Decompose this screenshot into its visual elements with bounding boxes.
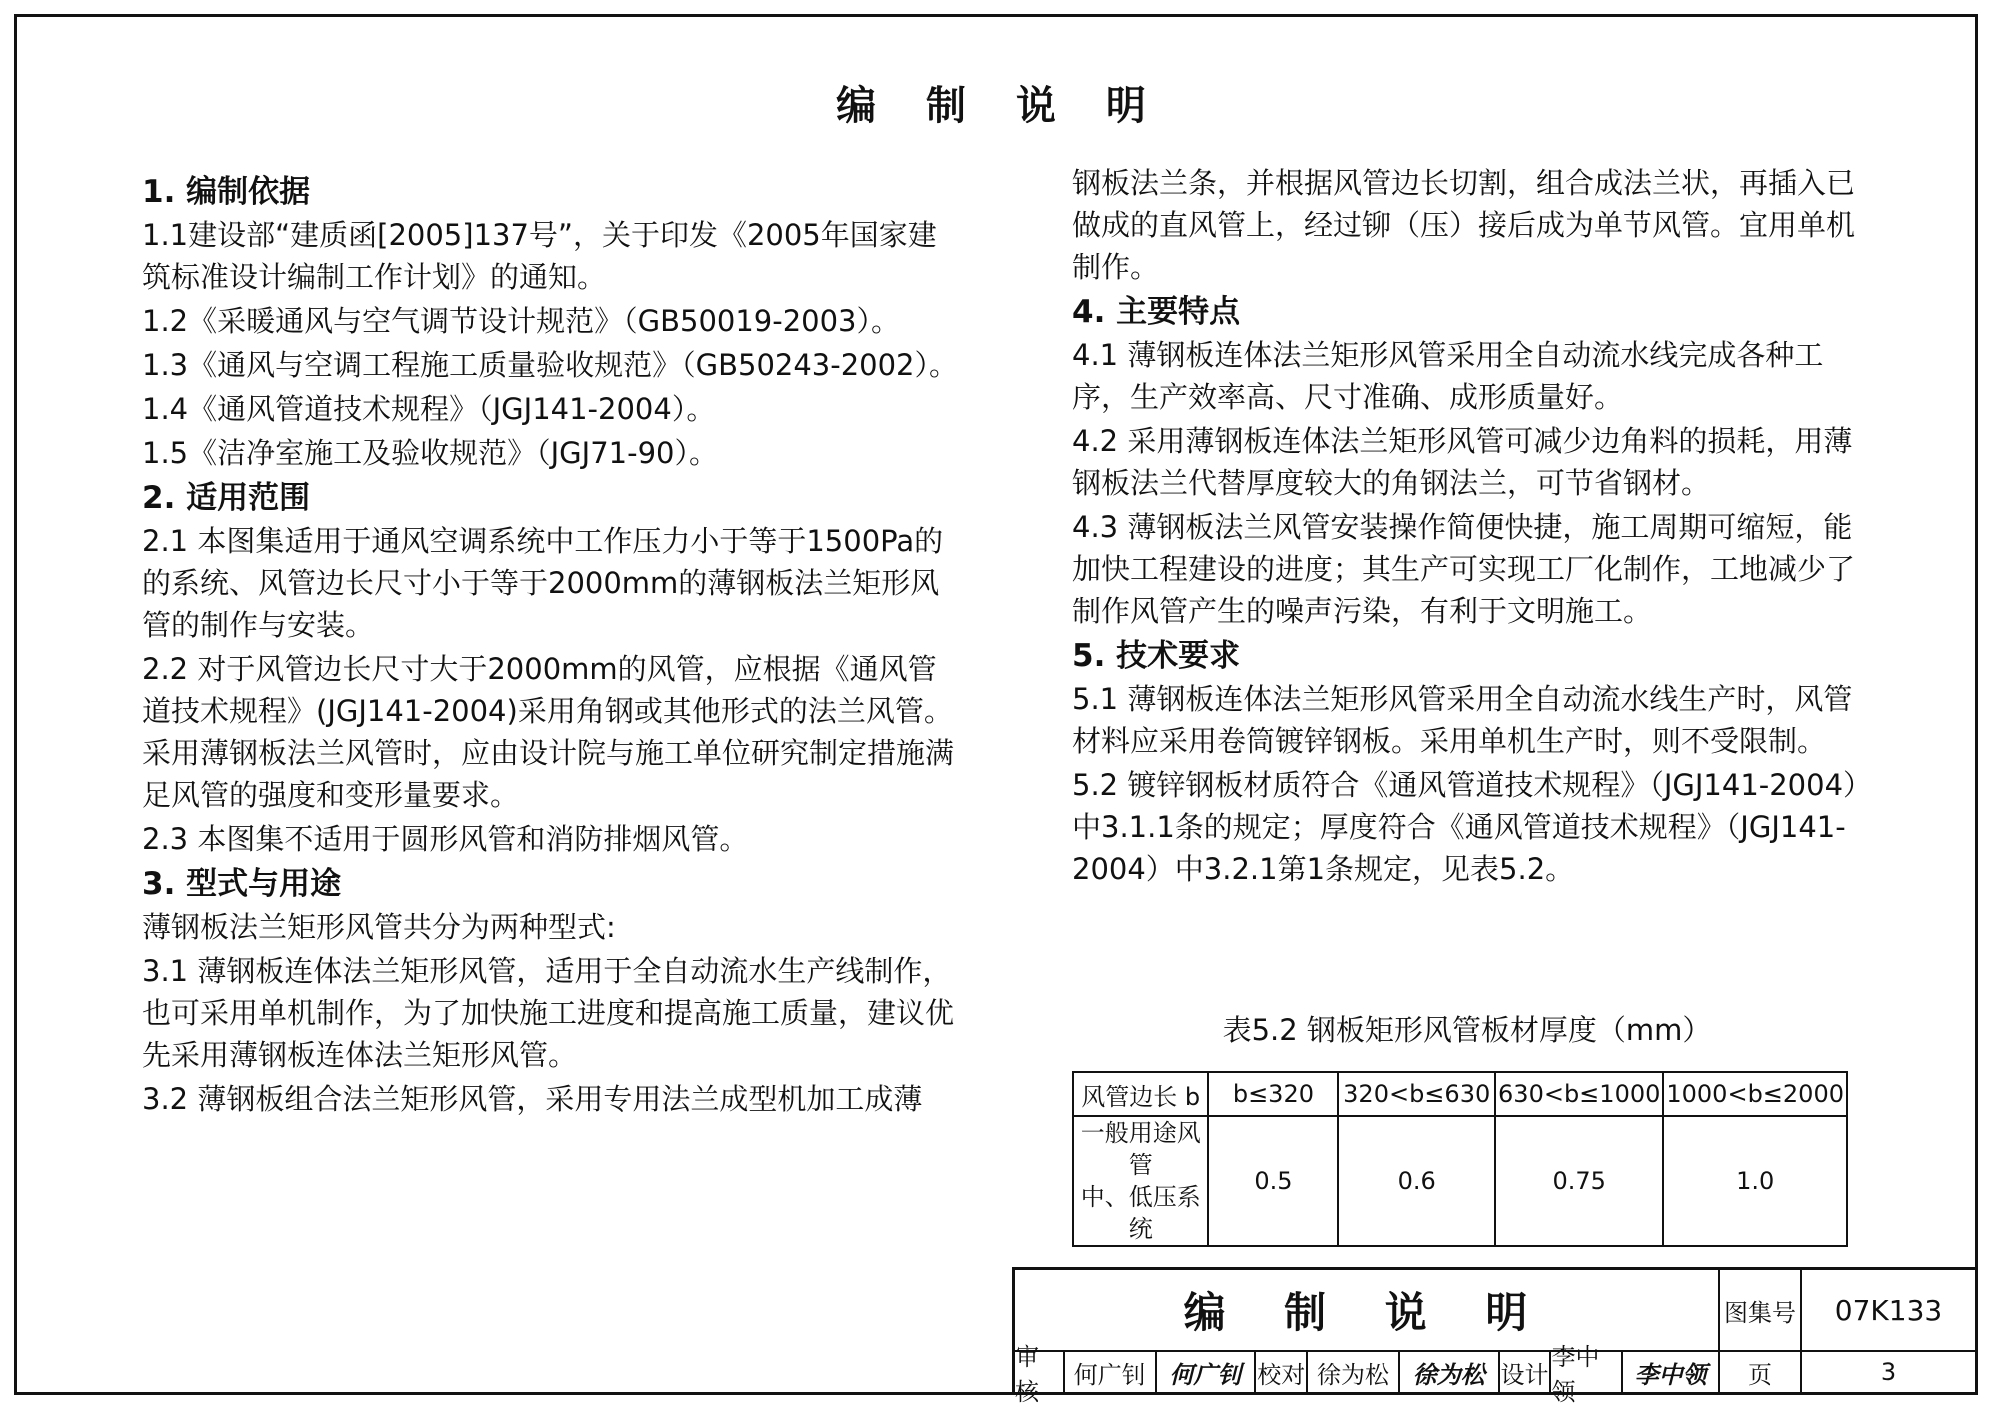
atlas-label: 图集号 bbox=[1720, 1270, 1802, 1352]
check-label: 校对 bbox=[1256, 1352, 1308, 1392]
paragraph-2-3: 2.3 本图集不适用于圆形风管和消防排烟风管。 bbox=[142, 822, 749, 856]
table-header-cell: 320<b≤630 bbox=[1338, 1072, 1495, 1116]
atlas-number: 07K133 bbox=[1802, 1270, 1975, 1352]
paragraph-1-1: 1.1建设部“建质函[2005]137号”，关于印发《2005年国家建筑标准设计编制工作计划》的通知。 bbox=[142, 218, 937, 294]
section-5-heading: 5. 技术要求 bbox=[1072, 638, 1241, 674]
paragraph-4-1: 4.1 薄钢板连体法兰矩形风管采用全自动流水线完成各种工序，生产效率高、尺寸准确、成形质量好。 bbox=[1072, 338, 1824, 414]
design-label: 设计 bbox=[1500, 1352, 1552, 1392]
designer-signature: 李中领 bbox=[1634, 1359, 1707, 1389]
signature-row bbox=[1015, 1343, 1720, 1406]
page-label: 页 bbox=[1720, 1352, 1802, 1392]
table-row-label bbox=[1073, 1116, 1208, 1246]
paragraph-3-1: 3.1 薄钢板连体法兰矩形风管，适用于全自动流水生产线制作，也可采用单机制作，为了加快施工进度和提高施工质量，建议优先采用薄钢板连体法兰矩形风管。 bbox=[142, 954, 955, 1072]
row-label-line-2: 中、低压系统 bbox=[1080, 1183, 1201, 1243]
left-column bbox=[142, 170, 962, 1122]
checker-signature: 徐为松 bbox=[1400, 1352, 1500, 1392]
paragraph-3-0: 薄钢板法兰矩形风管共分为两种型式: bbox=[142, 910, 616, 944]
paragraph-5-1: 5.1 薄钢板连体法兰矩形风管采用全自动流水线生产时，风管材料应采用卷筒镀锌钢板。采用单机生产时，则不受限制。 bbox=[1072, 682, 1853, 758]
paragraph-1-4: 1.4《通风管道技术规程》（JGJ141-2004）。 bbox=[142, 392, 716, 426]
section-3-heading: 3. 型式与用途 bbox=[142, 866, 342, 902]
table-cell: 0.6 bbox=[1338, 1116, 1495, 1246]
table-row bbox=[1073, 1116, 1847, 1246]
title-block-name: 编 制 说 明 bbox=[1015, 1270, 1720, 1352]
paragraph-2-1: 2.1 本图集适用于通风空调系统中工作压力小于等于1500Pa的的系统、风管边长尺寸小于等于2000mm的薄钢板法兰矩形风管的制作与安装。 bbox=[142, 524, 944, 642]
paragraph-4-2: 4.2 采用薄钢板连体法兰矩形风管可减少边角料的损耗，用薄钢板法兰代替厚度较大的角钢法兰，可节省钢材。 bbox=[1072, 424, 1853, 500]
row-label-line-1: 一般用途风管 bbox=[1080, 1119, 1201, 1179]
paragraph-2-2: 2.2 对于风管边长尺寸大于2000mm的风管，应根据《通风管道技术规程》(JGJ141-2004)采用角钢或其他形式的法兰风管。采用薄钢板法兰风管时，应由设计院与施工单位研究制定措施满足风管的强度和变形量要求。 bbox=[142, 652, 955, 812]
table-header-cell: 1000<b≤2000 bbox=[1663, 1072, 1847, 1116]
paragraph-1-2: 1.2《采暖通风与空气调节设计规范》（GB50019-2003）。 bbox=[142, 304, 901, 338]
paragraph-4-3: 4.3 薄钢板法兰风管安装操作简便快捷，施工周期可缩短，能加快工程建设的进度；其生产可实现工厂化制作，工地减少了制作风管产生的噪声污染，有利于文明施工。 bbox=[1072, 510, 1856, 628]
review-label: 审核 bbox=[1015, 1352, 1065, 1392]
page-title: 编 制 说 明 bbox=[836, 83, 1164, 129]
paragraph-3-2: 3.2 薄钢板组合法兰矩形风管，采用专用法兰成型机加工成薄 bbox=[142, 1082, 923, 1116]
designer-name: 李中领 bbox=[1551, 1352, 1623, 1392]
thickness-table bbox=[1072, 1071, 1848, 1247]
table-header-cell: 风管边长 b bbox=[1073, 1072, 1208, 1116]
checker-name: 徐为松 bbox=[1308, 1352, 1400, 1392]
section-4-heading: 4. 主要特点 bbox=[1072, 294, 1241, 330]
table-cell: 0.75 bbox=[1495, 1116, 1663, 1246]
reviewer-name: 何广钊 bbox=[1065, 1352, 1157, 1392]
paragraph-1-3: 1.3《通风与空调工程施工质量验收规范》（GB50243-2002）。 bbox=[142, 348, 959, 382]
section-1-heading: 1. 编制依据 bbox=[142, 174, 311, 210]
section-2-heading: 2. 适用范围 bbox=[142, 480, 311, 516]
title-block bbox=[1012, 1267, 1975, 1406]
table-header-cell: 630<b≤1000 bbox=[1495, 1072, 1663, 1116]
right-column bbox=[1072, 162, 1862, 892]
table-header-row bbox=[1073, 1072, 1847, 1116]
page-number: 3 bbox=[1880, 1358, 1897, 1386]
paragraph-5-2: 5.2 镀锌钢板材质符合《通风管道技术规程》（JGJ141-2004）中3.1.1条的规定；厚度符合《通风管道技术规程》（JGJ141-2004）中3.2.1第1条规定，见表5.2。 bbox=[1072, 768, 1858, 886]
paragraph-1-5: 1.5《洁净室施工及验收规范》（JGJ71-90）。 bbox=[142, 436, 718, 470]
paragraph-3-2-continued: 钢板法兰条，并根据风管边长切割，组合成法兰状，再插入已做成的直风管上，经过铆（压）接后成为单节风管。宜用单机制作。 bbox=[1072, 166, 1856, 284]
table-cell: 1.0 bbox=[1663, 1116, 1847, 1246]
table-cell: 0.5 bbox=[1208, 1116, 1338, 1246]
reviewer-signature: 何广钊 bbox=[1157, 1352, 1257, 1392]
table-caption: 表5.2 钢板矩形风管板材厚度（mm） bbox=[1222, 1013, 1712, 1047]
table-header-cell: b≤320 bbox=[1208, 1072, 1338, 1116]
